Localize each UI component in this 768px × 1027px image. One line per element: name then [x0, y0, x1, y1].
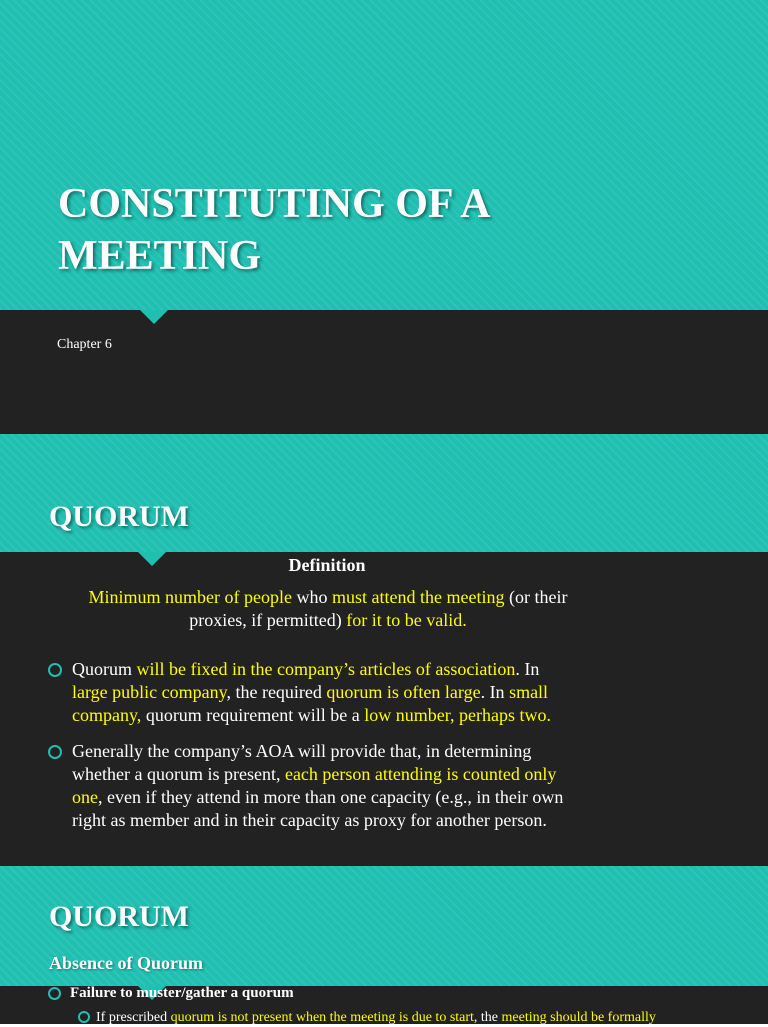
slide1-subtitle: Chapter 6: [57, 337, 112, 352]
definition-part: who: [292, 587, 332, 607]
definition-text: [60, 586, 596, 632]
bullet-text-part: Generally the company’s AOA will provide that, in determining: [72, 740, 532, 761]
bullet-text-part: company,: [72, 705, 142, 726]
slide2-title: QUORUM: [49, 500, 189, 533]
slide3-title: QUORUM: [49, 900, 189, 933]
sub-bullet-part: , the: [473, 1010, 502, 1025]
quorum-bullet-2: [48, 740, 608, 833]
definition-part: Minimum number of people: [88, 587, 292, 607]
definition-heading: Definition: [288, 555, 366, 575]
bullet-text-part: low number, perhaps two.: [364, 705, 551, 726]
bullet-text-part: , even if they attend in more than one capacity (e.g., in their own: [98, 787, 564, 808]
slide1-body-band: [0, 310, 768, 434]
slide1-title-line2: MEETING: [58, 233, 262, 279]
quorum-bullet-list: [48, 658, 608, 832]
quorum-bullet-1: [48, 658, 608, 728]
definition-part: must attend the meeting: [332, 587, 505, 607]
bullet-text-part: . In: [515, 659, 540, 679]
bullet-text-part: each person attending is counted only: [284, 763, 557, 784]
bullet-text-part: one: [72, 787, 98, 808]
slide1-notch: [140, 310, 168, 324]
bullet-text-part: Quorum: [72, 659, 137, 679]
bullet-text-part: will be fixed in the company’s articles of association: [136, 659, 516, 679]
bullet-text-part: whether a quorum is present,: [72, 763, 285, 784]
circle-bullet-icon: [48, 663, 62, 677]
definition-part: proxies, if permitted): [189, 610, 347, 630]
absence-of-quorum-heading: Absence of Quorum: [49, 953, 203, 973]
definition-part: (or their: [504, 587, 568, 607]
bullet-text-part: small: [509, 682, 549, 703]
circle-bullet-icon: [48, 745, 62, 759]
slide3-sub-bullet-1: [78, 1009, 768, 1027]
bullet-text-part: large public company: [72, 682, 227, 703]
slide3-bullet-1-text: Failure to muster/gather a quorum: [70, 985, 294, 1001]
sub-bullet-part: quorum is not present when the meeting is due to start: [170, 1010, 474, 1025]
sub-bullet-part: If prescribed: [96, 1010, 171, 1025]
bullet-text-part: . In: [480, 682, 510, 703]
circle-bullet-icon: [48, 987, 61, 1000]
bullet-text-part: quorum requirement will be a: [141, 705, 365, 726]
bullet-text-part: quorum is often large: [326, 682, 481, 703]
definition-part: for it to be valid.: [346, 610, 467, 630]
circle-bullet-icon: [78, 1011, 90, 1023]
bullet-text-part: , the required: [226, 682, 327, 703]
slide1-title: [58, 178, 491, 282]
sub-bullet-part: meeting should be formally: [501, 1010, 656, 1025]
slide1-title-line1: CONSTITUTING OF A: [58, 181, 491, 227]
slide3-bullet-1: [48, 983, 748, 1003]
slide2-notch: [138, 552, 166, 566]
bullet-text-part: right as member and in their capacity as proxy for another person.: [72, 810, 547, 831]
